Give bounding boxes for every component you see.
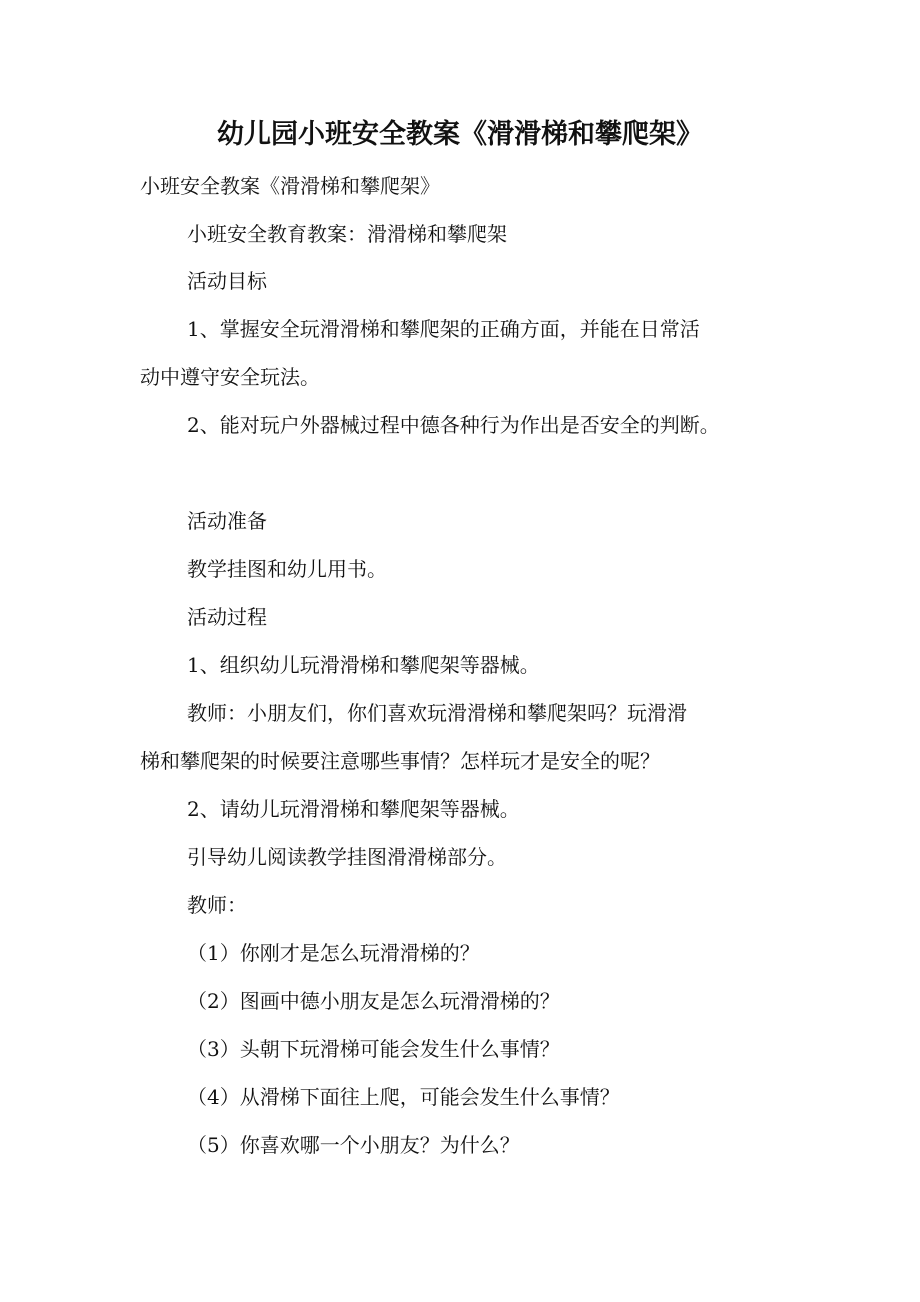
process-step-2: 2、请幼儿玩滑滑梯和攀爬架等器械。 [187, 797, 520, 821]
document-title: 幼儿园小班安全教案《滑滑梯和攀爬架》 [217, 119, 703, 150]
teacher-question: 教师：小朋友们，你们喜欢玩滑滑梯和攀爬架吗？玩滑滑 [187, 701, 687, 725]
section-heading-preparation: 活动准备 [187, 509, 267, 533]
question-item-3: （3）头朝下玩滑梯可能会发生什么事情？ [187, 1037, 560, 1061]
paragraph-subtitle: 小班安全教案《滑滑梯和攀爬架》 [140, 174, 440, 198]
section-heading-process: 活动过程 [187, 605, 267, 629]
preparation-text: 教学挂图和幼儿用书。 [187, 557, 387, 581]
goal-item-1: 1、掌握安全玩滑滑梯和攀爬架的正确方面，并能在日常活 [187, 317, 700, 341]
process-step-1: 1、组织幼儿玩滑滑梯和攀爬架等器械。 [187, 653, 540, 677]
question-item-4: （4）从滑梯下面往上爬，可能会发生什么事情？ [187, 1085, 620, 1109]
teacher-label: 教师： [187, 893, 247, 917]
question-item-2: （2）图画中德小朋友是怎么玩滑滑梯的？ [187, 989, 560, 1013]
question-item-1: （1）你刚才是怎么玩滑滑梯的？ [187, 941, 480, 965]
teacher-question-continued: 梯和攀爬架的时候要注意哪些事情？怎样玩才是安全的呢？ [140, 749, 660, 773]
guidance-text: 引导幼儿阅读教学挂图滑滑梯部分。 [187, 845, 507, 869]
section-heading-goals: 活动目标 [187, 269, 267, 293]
paragraph-heading: 小班安全教育教案：滑滑梯和攀爬架 [187, 222, 507, 246]
goal-item-2: 2、能对玩户外器械过程中德各种行为作出是否安全的判断。 [187, 413, 720, 437]
question-item-5: （5）你喜欢哪一个小朋友？为什么？ [187, 1133, 520, 1157]
goal-item-1-continued: 动中遵守安全玩法。 [140, 365, 320, 389]
